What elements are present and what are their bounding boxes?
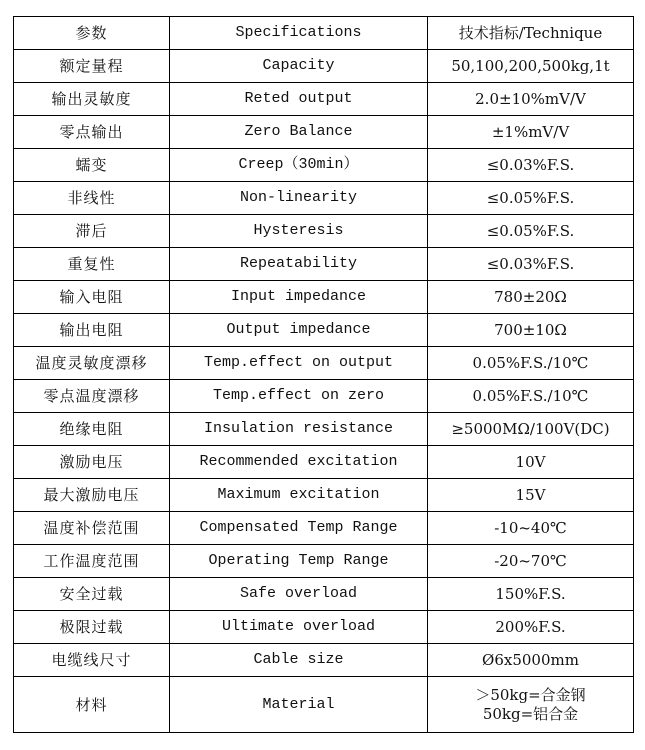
param-en: Output impedance [170,314,428,347]
param-cn: 蠕变 [14,149,170,182]
param-value: ≤0.03%F.S. [428,149,634,182]
param-value: 50,100,200,500kg,1t [428,50,634,83]
param-value: -10~40℃ [428,512,634,545]
table-row [14,116,634,149]
table-row [14,413,634,446]
param-cn: 零点输出 [14,116,170,149]
param-en: Temp.effect on zero [170,380,428,413]
material-cn: 材料 [14,677,170,733]
param-cn: 最大激励电压 [14,479,170,512]
param-value: 200%F.S. [428,611,634,644]
table-row [14,644,634,677]
param-en: Reted output [170,83,428,116]
param-en: Hysteresis [170,215,428,248]
param-value: ≤0.05%F.S. [428,215,634,248]
table-row [14,83,634,116]
param-en: Insulation resistance [170,413,428,446]
param-en: Operating Temp Range [170,545,428,578]
param-cn: 非线性 [14,182,170,215]
table-row [14,479,634,512]
material-value [428,677,634,733]
param-cn: 绝缘电阻 [14,413,170,446]
param-en: Maximum excitation [170,479,428,512]
header-specifications: Specifications [170,17,428,50]
table-row [14,380,634,413]
param-value: ±1%mV/V [428,116,634,149]
table-row [14,149,634,182]
param-cn: 输出电阻 [14,314,170,347]
param-value: 2.0±10%mV/V [428,83,634,116]
material-line-1: ＞50kg=合金钢 [475,685,586,704]
param-en: Zero Balance [170,116,428,149]
table-row [14,182,634,215]
param-en: Cable size [170,644,428,677]
table-header-row [14,17,634,50]
param-cn: 输出灵敏度 [14,83,170,116]
table-row [14,281,634,314]
param-value: 150%F.S. [428,578,634,611]
param-cn: 温度补偿范围 [14,512,170,545]
header-param: 参数 [14,17,170,50]
param-cn: 激励电压 [14,446,170,479]
param-en: Repeatability [170,248,428,281]
table-row [14,50,634,83]
param-cn: 输入电阻 [14,281,170,314]
param-cn: 额定量程 [14,50,170,83]
param-cn: 重复性 [14,248,170,281]
table-row [14,248,634,281]
param-en: Recommended excitation [170,446,428,479]
param-en: Capacity [170,50,428,83]
table-row [14,314,634,347]
material-line-2: 50kg=铝合金 [482,704,579,723]
param-value: ≤0.03%F.S. [428,248,634,281]
table-row [14,578,634,611]
param-cn: 安全过载 [14,578,170,611]
param-cn: 温度灵敏度漂移 [14,347,170,380]
param-value: 0.05%F.S./10℃ [428,347,634,380]
specifications-table-body [14,17,634,733]
param-en: Input impedance [170,281,428,314]
param-value: Ø6x5000mm [428,644,634,677]
param-en: Ultimate overload [170,611,428,644]
param-value: -20~70℃ [428,545,634,578]
table-row [14,446,634,479]
param-cn: 极限过载 [14,611,170,644]
specifications-table [13,16,634,733]
param-cn: 工作温度范围 [14,545,170,578]
material-row [14,677,634,733]
table-row [14,512,634,545]
param-en: Compensated Temp Range [170,512,428,545]
param-value: 15V [428,479,634,512]
param-value: ≤0.05%F.S. [428,182,634,215]
table-row [14,545,634,578]
table-row [14,215,634,248]
param-value: 700±10Ω [428,314,634,347]
param-value: 0.05%F.S./10℃ [428,380,634,413]
param-value: 10V [428,446,634,479]
param-cn: 零点温度漂移 [14,380,170,413]
table-row [14,611,634,644]
param-value: 780±20Ω [428,281,634,314]
header-technique: 技术指标/Technique [428,17,634,50]
param-cn: 电缆线尺寸 [14,644,170,677]
table-row [14,347,634,380]
param-value: ≥5000MΩ/100V(DC) [428,413,634,446]
param-en: Safe overload [170,578,428,611]
param-en: Temp.effect on output [170,347,428,380]
param-cn: 滞后 [14,215,170,248]
param-en: Creep（30min） [170,149,428,182]
param-en: Non-linearity [170,182,428,215]
material-en: Material [170,677,428,733]
